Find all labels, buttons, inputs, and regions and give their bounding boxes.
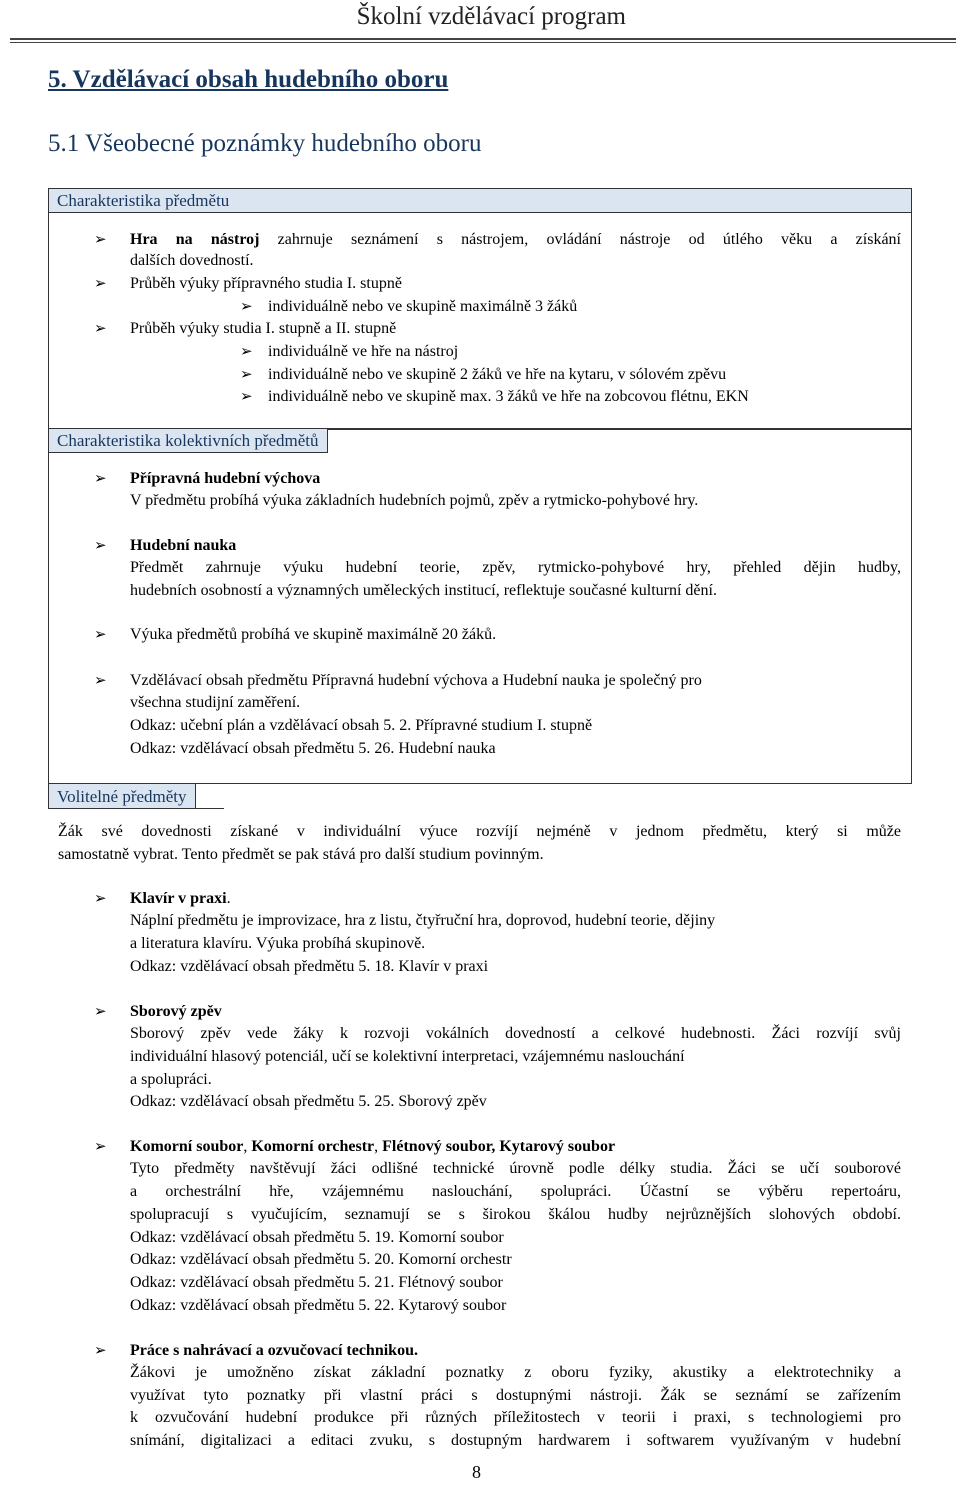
sub-list-item: individuálně nebo ve skupině 2 žáků ve hře na kytaru, v sólovém zpěvu [268, 366, 727, 383]
paragraph-line: a orchestrální hře, vzájemnému naslouchání, spolupráci. Účastní se výběru repertoáru, [130, 1183, 901, 1200]
subject-title [130, 1136, 615, 1158]
paragraph-line: a literatura klavíru. Výuka probíhá skupinově. [130, 935, 426, 952]
paragraph-line: Předmět zahrnuje výuku hudební teorie, zpěv, rytmicko-pohybové hry, přehled dějin hudby, [130, 559, 901, 576]
paragraph-line: snímání, digitalizaci a editaci zvuku, s dostupným hardwarem i softwarem využívaným v hudební [130, 1432, 901, 1449]
paragraph-line: Sborový zpěv vede žáky k rozvoji vokálních dovedností a celkové hudebnosti. Žáci rozvíjí svůj [130, 1025, 901, 1042]
header-title: Školní vzdělávací program [356, 3, 626, 30]
bullet-icon: ➢ [94, 1004, 107, 1020]
section-heading: 5.1 Všeobecné poznámky hudebního oboru [48, 130, 482, 157]
reference-line: Odkaz: vzdělávací obsah předmětu 5. 19. Komorní soubor [130, 1229, 504, 1246]
subject-title [130, 888, 231, 910]
section-title: Volitelné předměty [48, 783, 196, 809]
paragraph-line: všechna studijní zaměření. [130, 694, 301, 711]
subject-title-text: Komorní soubor [130, 1138, 244, 1155]
paragraph-line: V předmětu probíhá výuka základních hudebních pojmů, zpěv a rytmicko-pohybové hry. [130, 492, 699, 509]
separator: , [374, 1138, 383, 1155]
reference-line: Odkaz: vzdělávací obsah předmětu 5. 22. Kytarový soubor [130, 1297, 507, 1314]
subject-title: Práce s nahrávací a ozvučovací technikou. [130, 1342, 418, 1359]
subject-title-text: Flétnový soubor, Kytarový soubor [382, 1138, 616, 1155]
chapter-heading: 5. Vzdělávací obsah hudebního oboru [48, 66, 449, 93]
subject-title-period: . [226, 890, 231, 907]
subject-title: Hudební nauka [130, 537, 237, 554]
bullet-icon: ➢ [94, 673, 107, 689]
sub-list-item: individuálně ve hře na nástroj [268, 343, 459, 360]
bullet-icon: ➢ [94, 276, 107, 292]
paragraph-line: k ozvučování hudební produkce při různých příležitostech v teorii i praxi, s technologiemi pro [130, 1409, 901, 1426]
reference-line: Odkaz: učební plán a vzdělávací obsah 5. 2. Přípravné studium I. stupně [130, 717, 593, 734]
reference-line: Odkaz: vzdělávací obsah předmětu 5. 21. Flétnový soubor [130, 1274, 503, 1291]
bullet-icon: ➢ [94, 321, 107, 337]
list-item: Průběh výuky studia I. stupně a II. stupně [130, 320, 397, 337]
page-number: 8 [472, 1462, 481, 1482]
paragraph-line: využívat tyto poznatky při vlastní práci s dostupnými nástroji. Žák se seznámí se zařízením [130, 1387, 901, 1404]
reference-line: Odkaz: vzdělávací obsah předmětu 5. 25. Sborový zpěv [130, 1093, 487, 1110]
paragraph-line: samostatně vybrat. Tento předmět se pak stává pro další studium povinným. [58, 846, 544, 863]
paragraph-line: Žákovi je umožněno získat základní poznatky z oboru fyziky, akustiky a elektrotechniky a [130, 1364, 901, 1381]
bullet-icon: ➢ [240, 299, 253, 315]
bullet-icon: ➢ [94, 232, 107, 248]
bullet-icon: ➢ [94, 471, 107, 487]
item-text: zahrnuje seznámení s nástrojem, ovládání nástroje od útlého věku a získání [259, 231, 901, 248]
paragraph-line: Výuka předmětů probíhá ve skupině maximálně 20 žáků. [130, 626, 497, 643]
subject-title-text: Komorní orchestr [251, 1138, 375, 1155]
bullet-icon: ➢ [94, 538, 107, 554]
bullet-icon: ➢ [94, 627, 107, 643]
bullet-icon: ➢ [240, 389, 253, 405]
reference-line: Odkaz: vzdělávací obsah předmětu 5. 26. Hudební nauka [130, 740, 496, 757]
subject-title: Sborový zpěv [130, 1003, 222, 1020]
list-item: Průběh výuky přípravného studia I. stupně [130, 275, 402, 292]
bullet-icon: ➢ [94, 1139, 107, 1155]
list-item [130, 229, 901, 251]
paragraph-line: spolupracují s vyučujícím, seznamují se s širokou škálou hudby nejrůznějších slohových období. [130, 1206, 901, 1223]
section-title: Charakteristika předmětu [49, 189, 911, 213]
bullet-icon: ➢ [94, 891, 107, 907]
bullet-icon: ➢ [240, 367, 253, 383]
subject-title: Přípravná hudební výchova [130, 470, 321, 487]
section-title: Charakteristika kolektivních předmětů [49, 429, 328, 453]
reference-line: Odkaz: vzdělávací obsah předmětu 5. 20. Komorní orchestr [130, 1251, 512, 1268]
paragraph-line: Žák své dovednosti získané v individuální výuce rozvíjí nejméně v jednom předmětu, který si může [58, 823, 901, 840]
bullet-icon: ➢ [240, 344, 253, 360]
header-rule [10, 38, 956, 43]
list-item-continuation: dalších dovedností. [130, 252, 254, 269]
paragraph-line: Náplní předmětu je improvizace, hra z listu, čtyřruční hra, doprovod, hudební teorie, dějiny [130, 912, 716, 929]
sub-list-item: individuálně nebo ve skupině maximálně 3 žáků [268, 298, 578, 315]
separator: , [243, 1138, 252, 1155]
sub-list-item: individuálně nebo ve skupině max. 3 žáků ve hře na zobcovou flétnu, EKN [268, 388, 749, 405]
item-bold-text: Hra na nástroj [130, 231, 260, 248]
reference-line: Odkaz: vzdělávací obsah předmětu 5. 18. Klavír v praxi [130, 958, 489, 975]
paragraph-line: hudebních osobností a významných uměleckých institucí, reflektuje současné kulturní dění. [130, 582, 717, 599]
paragraph-line: Tyto předměty navštěvují žáci odlišné technické úrovně podle délky studia. Žáci se učí souborové [130, 1160, 901, 1177]
subject-title-text: Klavír v praxi [130, 890, 227, 907]
paragraph-line: individuální hlasový potenciál, učí se kolektivní interpretaci, vzájemnému naslouchání [130, 1048, 685, 1065]
section-title-underline [48, 808, 224, 809]
paragraph-line: Vzdělávací obsah předmětu Přípravná hudební výchova a Hudební nauka je společný pro [130, 672, 702, 689]
paragraph-line: a spolupráci. [130, 1071, 212, 1088]
bullet-icon: ➢ [94, 1343, 107, 1359]
